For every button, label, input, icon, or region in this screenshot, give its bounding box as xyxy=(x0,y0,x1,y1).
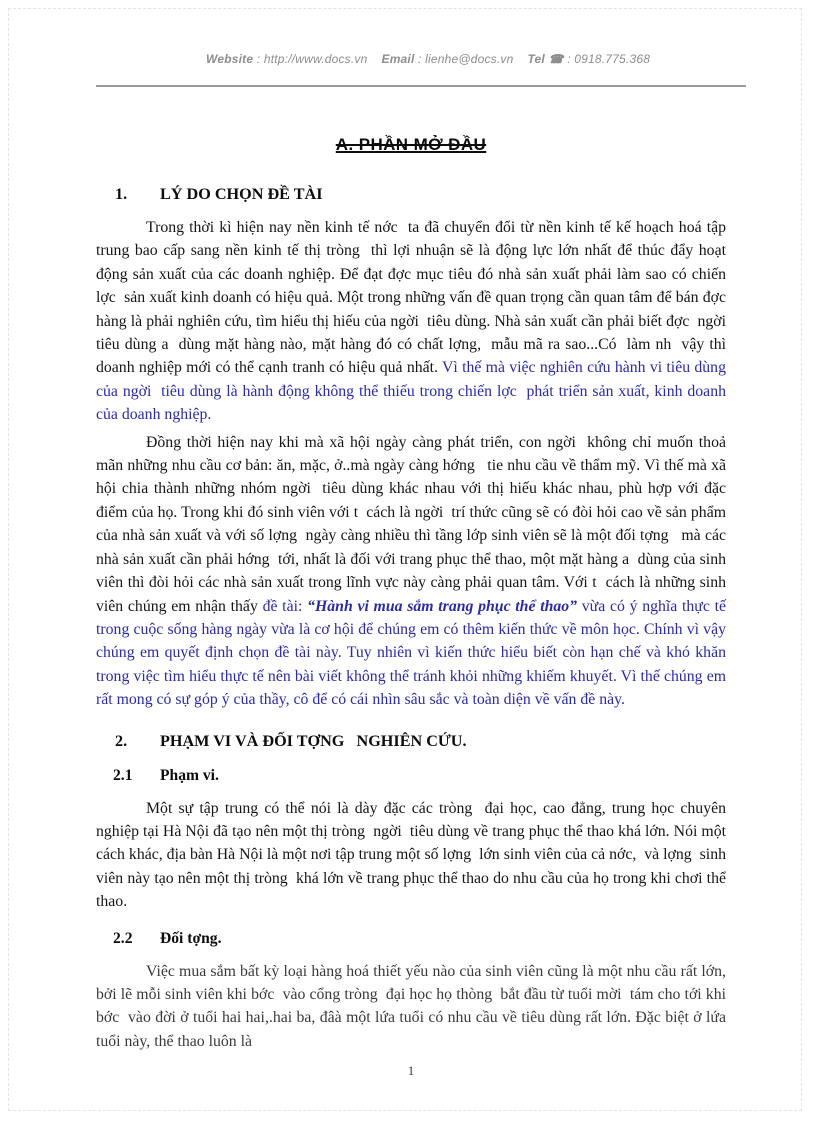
paragraph-2-1-text: Một sự tập trung có thể nói là dày đặc các tròng đại học, cao đẳng, trung học chuyên nghiệp tại Hà Nội đã tạo nên một thị tròng ngời tiêu dùng về trang phục thể thao khá lớn. Nói một cách khác, địa bàn Hà Nội là một nơi tập trung một số lợng lớn sinh viên của cả nớc, và lợng sinh viên này tạo nên một thị tròng khá lớn về trang phục thể thao do nhu cầu của họ trong khi chơi thể thao. xyxy=(96,799,730,911)
paragraph-2-highlighted-text: vừa có ý nghĩa thực tế trong cuộc sống hàng ngày vừa là cơ hội để chúng em có thêm kiến thức về môn học. Chính vì vậy chúng em quyết định chọn đề tài này. Tuy nhiên vì kiến thức hiểu biết còn hạn chế và khó khăn trong việc tìm hiểu thực tế nên bài viết không thể tránh khỏi những khiếm khuyết. Vì thế chúng em rất mong có sự góp ý của thầy, cô để có cái nhìn sâu sắc và toàn diện về vấn đề này. xyxy=(96,597,730,709)
section-2-number: 2. xyxy=(115,731,128,750)
subsection-2-2-heading-text: Đối tợng. xyxy=(160,929,222,947)
subsection-2-1-heading xyxy=(96,767,726,785)
paragraph-2 xyxy=(96,431,730,712)
paragraph-2-1 xyxy=(96,797,730,914)
website-value: : http://www.docs.vn xyxy=(253,52,368,66)
section-1-heading-text: LÝ DO CHỌN ĐỀ TÀI xyxy=(160,185,323,203)
document-title: A. PHẦN MỞ ĐẦU xyxy=(335,135,487,154)
section-2-heading xyxy=(96,732,726,751)
paragraph-2-2 xyxy=(96,960,730,1054)
paragraph-1-text: Trong thời kì hiện nay nền kinh tế nớc ta đã chuyển đổi từ nền kinh tế kế hoạch hoá tập trung bao cấp sang nền kinh tế thị tròng thì lợi nhuận sẽ là động lực lớn nhất để thúc đẩy hoạt động sản xuất của các doanh nghiệp. Để đạt đợc mục tiêu đó nhà sản xuất phải làm sao có chiến lợc sản xuất kinh doanh có hiệu quả. Một trong những vấn đề quan trọng cần quan tâm để bán đợc hàng là phải nghiên cứu, tìm hiểu thị hiếu của ngời tiêu dùng. Nhà sản xuất cần phải biết đợc ngời tiêu dùng a dùng mặt hàng nào, mặt hàng đó có chất lợng, mẫu mã ra sao...Có làm nh vậy thì doanh nghiệp mới có thể cạnh tranh có hiệu quả nhất. xyxy=(96,219,734,377)
tel-value: : 0918.775.368 xyxy=(563,52,651,66)
document-body xyxy=(96,185,734,1053)
email-value: : lienhe@docs.vn xyxy=(414,52,514,66)
paragraph-2-lead: đề tài: xyxy=(262,597,308,615)
section-1-heading xyxy=(96,185,726,204)
tel-label: Tel xyxy=(527,52,545,66)
subsection-2-2-number: 2.2 xyxy=(113,929,133,947)
phone-icon: ☎ xyxy=(548,52,564,66)
paragraph-1-highlighted-sentence: Vì thế mà việc nghiên cứu hành vi tiêu dùng của ngời tiêu dùng là hành động không thể thiếu trong chiến lợc phát triển sản xuất, kinh doanh của doanh nghiệp. xyxy=(96,359,730,424)
section-2-heading-text: PHẠM VI VÀ ĐỐI TỢNG NGHIÊN CỨU. xyxy=(160,731,467,750)
email-label: Email xyxy=(381,52,415,66)
subsection-2-1-heading-text: Phạm vi. xyxy=(160,766,219,784)
website-label: Website xyxy=(206,52,254,66)
subsection-2-1-number: 2.1 xyxy=(113,766,133,784)
topic-quote: “Hành vi mua sắm trang phục thể thao” xyxy=(307,597,578,615)
subsection-2-2-heading xyxy=(96,930,726,948)
page-header xyxy=(96,38,746,87)
section-1-number: 1. xyxy=(115,185,128,203)
page-number: 1 xyxy=(407,1063,415,1078)
paragraph-2-2-text: Việc mua sắm bất kỳ loại hàng hoá thiết yếu nào của sinh viên cũng là một nhu cầu rất lớn, bởi lẽ mỗi sinh viên khi bớc vào cổng tròng đại học họ thòng bắt đầu từ tuổi mời tám cho tới khi bớc vào đời ở tuổi hai hai,.hai ba, đâà một lứa tuổi có nhu cầu về tiêu dùng rất lớn. Đặc biệt ở lứa tuổi này, thể thao luôn là xyxy=(96,962,730,1050)
paragraph-1 xyxy=(96,216,734,427)
paragraph-2-text: Đồng thời hiện nay khi mà xã hội ngày càng phát triển, con ngời không chỉ muốn thoả mãn những nhu cầu cơ bản: ăn, mặc, ở..mà ngày càng hớng tie nhu cầu về thẩm mỹ. Vì thế mà xã hội chia thành những nhóm ngời tiêu dùng khác nhau với thị hiếu khác nhau, phù hợp với đặc điểm của họ. Trong khi đó sinh viên với t cách là ngời trí thức cũng sẽ có đòi hỏi cao về sản phẩm của nhà sản xuất và với số lợng ngày càng nhiều thì tầng lớp sinh viên sẽ là một đối tợng mà các nhà sản xuất cần phải hớng tới, nhất là đối với trang phục thể thao, một mặt hàng a dùng của sinh viên thì đòi hỏi các nhà sản xuất trong lĩnh vực này càng phải quan tâm. Với t cách là những sinh viên chúng em nhận thấy xyxy=(96,433,730,615)
